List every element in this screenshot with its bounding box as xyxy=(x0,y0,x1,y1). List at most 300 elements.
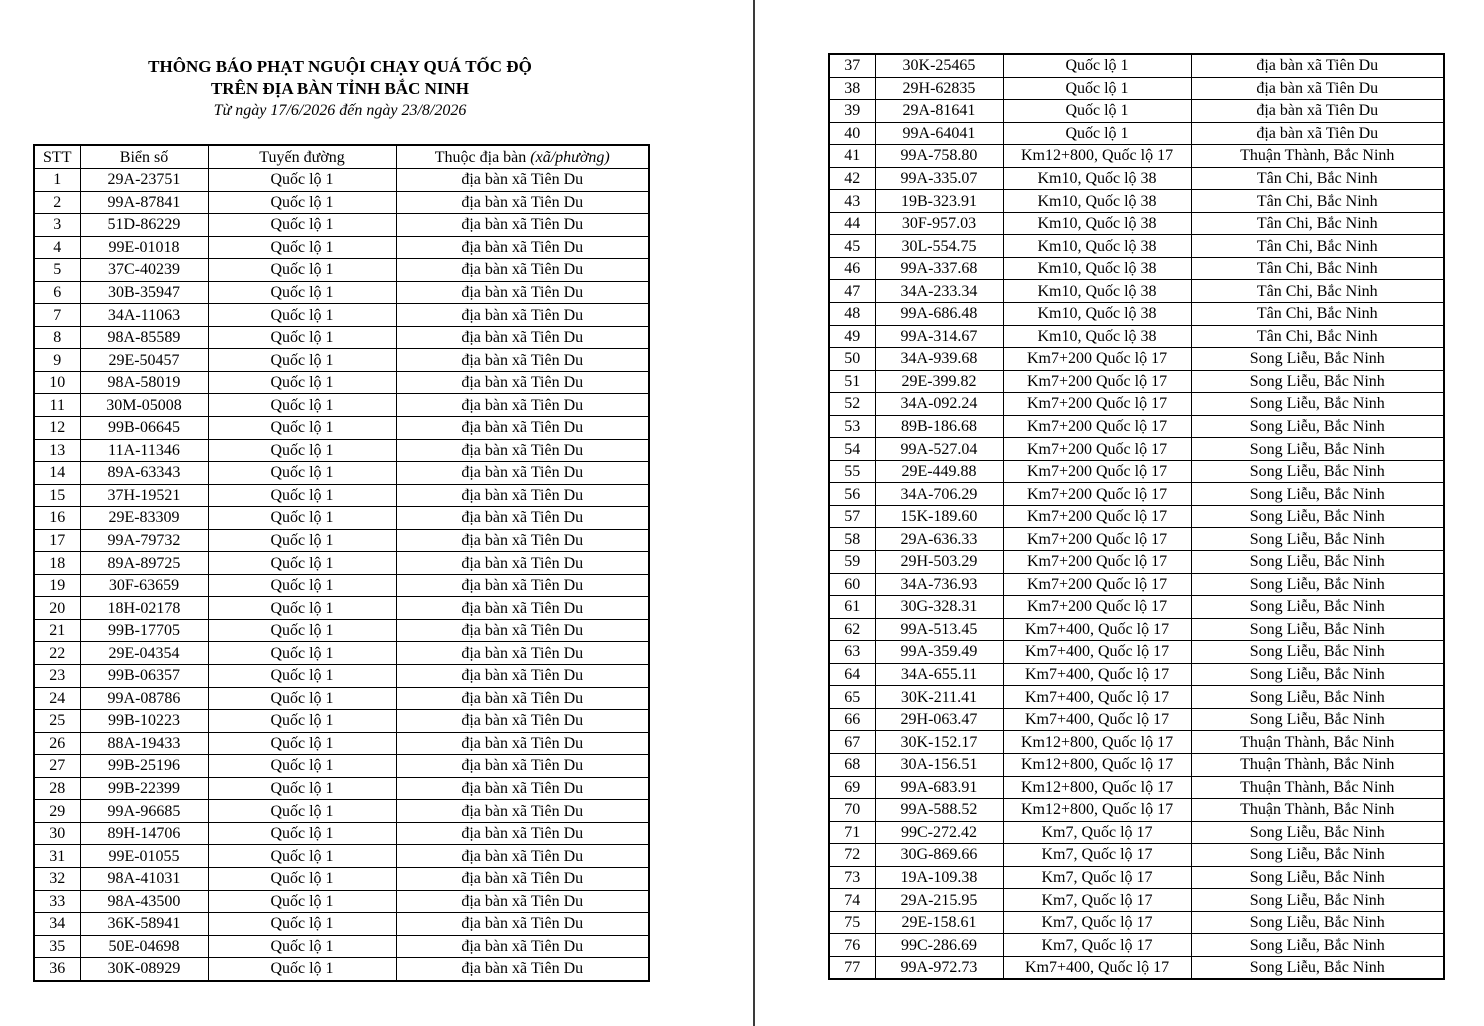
cell-plate: 29E-50457 xyxy=(80,349,208,372)
cell-plate: 98A-41031 xyxy=(80,867,208,890)
cell-road: Km7+200 Quốc lộ 17 xyxy=(1003,370,1191,393)
cell-stt: 15 xyxy=(34,484,80,507)
table-row xyxy=(829,799,1444,822)
cell-area: địa bàn xã Tiên Du xyxy=(396,890,649,913)
cell-area: Song Liễu, Bắc Ninh xyxy=(1191,596,1444,619)
table-row xyxy=(34,417,649,440)
table-row xyxy=(829,415,1444,438)
cell-area: Tân Chi, Bắc Ninh xyxy=(1191,167,1444,190)
cell-plate: 30L-554.75 xyxy=(875,235,1003,258)
cell-stt: 26 xyxy=(34,732,80,755)
cell-stt: 27 xyxy=(34,755,80,778)
cell-road: Quốc lộ 1 xyxy=(208,484,396,507)
cell-stt: 41 xyxy=(829,145,875,168)
cell-plate: 29E-158.61 xyxy=(875,911,1003,934)
cell-road: Quốc lộ 1 xyxy=(208,935,396,958)
cell-stt: 47 xyxy=(829,280,875,303)
table-row xyxy=(829,911,1444,934)
cell-stt: 8 xyxy=(34,326,80,349)
cell-stt: 22 xyxy=(34,642,80,665)
cell-plate: 19A-109.38 xyxy=(875,866,1003,889)
cell-stt: 50 xyxy=(829,348,875,371)
cell-road: Quốc lộ 1 xyxy=(208,417,396,440)
cell-plate: 89A-63343 xyxy=(80,462,208,485)
cell-road: Quốc lộ 1 xyxy=(208,507,396,530)
cell-road: Quốc lộ 1 xyxy=(1003,100,1191,123)
cell-road: Km12+800, Quốc lộ 17 xyxy=(1003,776,1191,799)
table-row xyxy=(829,348,1444,371)
table-row xyxy=(829,460,1444,483)
cell-stt: 59 xyxy=(829,551,875,574)
cell-stt: 5 xyxy=(34,259,80,282)
cell-area: Song Liễu, Bắc Ninh xyxy=(1191,348,1444,371)
table-row xyxy=(829,370,1444,393)
cell-plate: 29A-636.33 xyxy=(875,528,1003,551)
header-area xyxy=(396,145,649,169)
cell-stt: 29 xyxy=(34,800,80,823)
cell-area: địa bàn xã Tiên Du xyxy=(396,574,649,597)
cell-road: Km10, Quốc lộ 38 xyxy=(1003,280,1191,303)
cell-stt: 7 xyxy=(34,304,80,327)
cell-area: Song Liễu, Bắc Ninh xyxy=(1191,844,1444,867)
cell-area: Tân Chi, Bắc Ninh xyxy=(1191,280,1444,303)
table-row xyxy=(829,77,1444,100)
cell-area: Song Liễu, Bắc Ninh xyxy=(1191,934,1444,957)
cell-road: Km7, Quốc lộ 17 xyxy=(1003,844,1191,867)
cell-road: Quốc lộ 1 xyxy=(208,755,396,778)
cell-road: Quốc lộ 1 xyxy=(208,597,396,620)
cell-road: Km7, Quốc lộ 17 xyxy=(1003,934,1191,957)
cell-stt: 46 xyxy=(829,257,875,280)
cell-stt: 17 xyxy=(34,529,80,552)
cell-area: Song Liễu, Bắc Ninh xyxy=(1191,663,1444,686)
cell-area: địa bàn xã Tiên Du xyxy=(396,552,649,575)
table-row xyxy=(34,394,649,417)
table-row xyxy=(34,732,649,755)
violations-table-right xyxy=(828,53,1445,980)
cell-plate: 98A-43500 xyxy=(80,890,208,913)
cell-road: Km7+200 Quốc lộ 17 xyxy=(1003,573,1191,596)
document-header xyxy=(60,56,620,122)
table-row xyxy=(34,755,649,778)
table-row xyxy=(34,777,649,800)
cell-plate: 98A-58019 xyxy=(80,371,208,394)
cell-area: địa bàn xã Tiên Du xyxy=(1191,54,1444,77)
header-area-hint: (xã/phường) xyxy=(530,148,610,166)
cell-plate: 34A-736.93 xyxy=(875,573,1003,596)
cell-area: địa bàn xã Tiên Du xyxy=(396,529,649,552)
table-row xyxy=(829,551,1444,574)
violations-table-left xyxy=(33,144,650,982)
cell-area: địa bàn xã Tiên Du xyxy=(396,394,649,417)
cell-road: Quốc lộ 1 xyxy=(208,710,396,733)
cell-stt: 23 xyxy=(34,665,80,688)
cell-area: địa bàn xã Tiên Du xyxy=(396,777,649,800)
cell-plate: 88A-19433 xyxy=(80,732,208,755)
cell-area: địa bàn xã Tiên Du xyxy=(396,913,649,936)
cell-area: địa bàn xã Tiên Du xyxy=(396,371,649,394)
cell-plate: 89B-186.68 xyxy=(875,415,1003,438)
cell-area: địa bàn xã Tiên Du xyxy=(396,732,649,755)
table-row xyxy=(34,236,649,259)
cell-area: địa bàn xã Tiên Du xyxy=(396,687,649,710)
cell-area: Song Liễu, Bắc Ninh xyxy=(1191,956,1444,979)
cell-stt: 31 xyxy=(34,845,80,868)
cell-plate: 99B-06645 xyxy=(80,417,208,440)
cell-road: Quốc lộ 1 xyxy=(208,619,396,642)
cell-plate: 99A-359.49 xyxy=(875,641,1003,664)
cell-plate: 99B-25196 xyxy=(80,755,208,778)
cell-stt: 10 xyxy=(34,371,80,394)
table-row xyxy=(829,145,1444,168)
table-row xyxy=(34,822,649,845)
cell-road: Km12+800, Quốc lộ 17 xyxy=(1003,731,1191,754)
table-row xyxy=(34,574,649,597)
cell-plate: 30K-211.41 xyxy=(875,686,1003,709)
cell-area: địa bàn xã Tiên Du xyxy=(1191,122,1444,145)
cell-plate: 99B-22399 xyxy=(80,777,208,800)
table-row xyxy=(34,958,649,981)
cell-stt: 42 xyxy=(829,167,875,190)
cell-stt: 12 xyxy=(34,417,80,440)
table-row xyxy=(829,528,1444,551)
table-row xyxy=(34,259,649,282)
cell-plate: 99A-96685 xyxy=(80,800,208,823)
table-row xyxy=(829,663,1444,686)
cell-road: Km7+400, Quốc lộ 17 xyxy=(1003,618,1191,641)
table-row xyxy=(829,190,1444,213)
table-row xyxy=(829,866,1444,889)
cell-plate: 37H-19521 xyxy=(80,484,208,507)
table-row xyxy=(34,349,649,372)
cell-stt: 71 xyxy=(829,821,875,844)
cell-area: địa bàn xã Tiên Du xyxy=(396,484,649,507)
cell-stt: 25 xyxy=(34,710,80,733)
cell-road: Km7+200 Quốc lộ 17 xyxy=(1003,505,1191,528)
cell-plate: 29A-81641 xyxy=(875,100,1003,123)
cell-road: Quốc lộ 1 xyxy=(208,281,396,304)
cell-stt: 30 xyxy=(34,822,80,845)
cell-plate: 29E-83309 xyxy=(80,507,208,530)
cell-road: Km7+400, Quốc lộ 17 xyxy=(1003,956,1191,979)
table-row xyxy=(34,867,649,890)
cell-road: Km7+200 Quốc lộ 17 xyxy=(1003,528,1191,551)
cell-plate: 99A-64041 xyxy=(875,122,1003,145)
cell-area: Song Liễu, Bắc Ninh xyxy=(1191,708,1444,731)
cell-plate: 29A-215.95 xyxy=(875,889,1003,912)
cell-area: địa bàn xã Tiên Du xyxy=(396,665,649,688)
table-row xyxy=(829,708,1444,731)
cell-stt: 2 xyxy=(34,191,80,214)
cell-area: địa bàn xã Tiên Du xyxy=(396,507,649,530)
cell-plate: 29E-399.82 xyxy=(875,370,1003,393)
cell-stt: 24 xyxy=(34,687,80,710)
cell-road: Quốc lộ 1 xyxy=(208,214,396,237)
table-row xyxy=(829,303,1444,326)
cell-plate: 29H-62835 xyxy=(875,77,1003,100)
cell-road: Km12+800, Quốc lộ 17 xyxy=(1003,145,1191,168)
cell-area: địa bàn xã Tiên Du xyxy=(396,619,649,642)
cell-area: địa bàn xã Tiên Du xyxy=(396,349,649,372)
cell-plate: 99A-588.52 xyxy=(875,799,1003,822)
cell-area: Tân Chi, Bắc Ninh xyxy=(1191,235,1444,258)
cell-stt: 39 xyxy=(829,100,875,123)
cell-area: Thuận Thành, Bắc Ninh xyxy=(1191,753,1444,776)
cell-plate: 99A-513.45 xyxy=(875,618,1003,641)
cell-road: Quốc lộ 1 xyxy=(208,777,396,800)
cell-plate: 50E-04698 xyxy=(80,935,208,958)
table-row xyxy=(829,54,1444,77)
cell-road: Km10, Quốc lộ 38 xyxy=(1003,235,1191,258)
cell-road: Quốc lộ 1 xyxy=(208,326,396,349)
cell-stt: 33 xyxy=(34,890,80,913)
cell-plate: 99A-335.07 xyxy=(875,167,1003,190)
table-row xyxy=(829,753,1444,776)
cell-stt: 58 xyxy=(829,528,875,551)
header-plate: Biển số xyxy=(80,145,208,169)
cell-road: Quốc lộ 1 xyxy=(1003,77,1191,100)
cell-area: Song Liễu, Bắc Ninh xyxy=(1191,686,1444,709)
header-stt: STT xyxy=(34,145,80,169)
table-row xyxy=(829,438,1444,461)
table-row xyxy=(829,257,1444,280)
cell-plate: 30K-25465 xyxy=(875,54,1003,77)
cell-road: Quốc lộ 1 xyxy=(208,913,396,936)
table-row xyxy=(34,619,649,642)
cell-area: Song Liễu, Bắc Ninh xyxy=(1191,889,1444,912)
cell-stt: 48 xyxy=(829,303,875,326)
cell-area: địa bàn xã Tiên Du xyxy=(1191,77,1444,100)
table-row xyxy=(34,845,649,868)
cell-area: Tân Chi, Bắc Ninh xyxy=(1191,212,1444,235)
cell-plate: 99A-08786 xyxy=(80,687,208,710)
cell-stt: 61 xyxy=(829,596,875,619)
cell-road: Quốc lộ 1 xyxy=(208,890,396,913)
cell-plate: 15K-189.60 xyxy=(875,505,1003,528)
cell-plate: 99C-286.69 xyxy=(875,934,1003,957)
cell-plate: 99B-10223 xyxy=(80,710,208,733)
cell-stt: 18 xyxy=(34,552,80,575)
table-row xyxy=(829,731,1444,754)
table-row xyxy=(829,573,1444,596)
cell-area: Song Liễu, Bắc Ninh xyxy=(1191,438,1444,461)
cell-road: Km10, Quốc lộ 38 xyxy=(1003,325,1191,348)
cell-plate: 99E-01018 xyxy=(80,236,208,259)
cell-road: Quốc lộ 1 xyxy=(208,169,396,192)
cell-area: Song Liễu, Bắc Ninh xyxy=(1191,415,1444,438)
table-row xyxy=(34,687,649,710)
table-header-row xyxy=(34,145,649,169)
cell-stt: 16 xyxy=(34,507,80,530)
cell-road: Quốc lộ 1 xyxy=(1003,122,1191,145)
cell-stt: 56 xyxy=(829,483,875,506)
cell-area: địa bàn xã Tiên Du xyxy=(396,800,649,823)
cell-road: Km10, Quốc lộ 38 xyxy=(1003,167,1191,190)
cell-stt: 75 xyxy=(829,911,875,934)
table-row xyxy=(829,505,1444,528)
table-row xyxy=(34,281,649,304)
cell-stt: 57 xyxy=(829,505,875,528)
cell-area: Tân Chi, Bắc Ninh xyxy=(1191,190,1444,213)
cell-plate: 34A-706.29 xyxy=(875,483,1003,506)
cell-plate: 19B-323.91 xyxy=(875,190,1003,213)
cell-road: Km7+200 Quốc lộ 17 xyxy=(1003,551,1191,574)
cell-plate: 51D-86229 xyxy=(80,214,208,237)
cell-area: Thuận Thành, Bắc Ninh xyxy=(1191,145,1444,168)
table-row xyxy=(34,507,649,530)
cell-road: Km7+200 Quốc lộ 17 xyxy=(1003,393,1191,416)
cell-road: Km7+400, Quốc lộ 17 xyxy=(1003,663,1191,686)
cell-stt: 53 xyxy=(829,415,875,438)
cell-road: Km7+200 Quốc lộ 17 xyxy=(1003,415,1191,438)
cell-stt: 37 xyxy=(829,54,875,77)
cell-road: Km10, Quốc lộ 38 xyxy=(1003,190,1191,213)
cell-road: Quốc lộ 1 xyxy=(208,867,396,890)
cell-area: địa bàn xã Tiên Du xyxy=(1191,100,1444,123)
cell-area: Song Liễu, Bắc Ninh xyxy=(1191,641,1444,664)
table-row xyxy=(829,100,1444,123)
cell-plate: 99B-17705 xyxy=(80,619,208,642)
cell-plate: 34A-11063 xyxy=(80,304,208,327)
table-row xyxy=(829,212,1444,235)
cell-area: địa bàn xã Tiên Du xyxy=(396,867,649,890)
cell-road: Quốc lộ 1 xyxy=(208,845,396,868)
cell-area: địa bàn xã Tiên Du xyxy=(396,597,649,620)
cell-road: Quốc lộ 1 xyxy=(208,236,396,259)
cell-stt: 68 xyxy=(829,753,875,776)
cell-stt: 77 xyxy=(829,956,875,979)
table-row xyxy=(34,371,649,394)
cell-plate: 30F-63659 xyxy=(80,574,208,597)
cell-road: Quốc lộ 1 xyxy=(208,958,396,981)
cell-stt: 34 xyxy=(34,913,80,936)
page-divider xyxy=(753,0,755,1026)
cell-plate: 29E-449.88 xyxy=(875,460,1003,483)
cell-plate: 29E-04354 xyxy=(80,642,208,665)
table-row xyxy=(34,913,649,936)
table-row xyxy=(34,439,649,462)
cell-plate: 99A-758.80 xyxy=(875,145,1003,168)
cell-road: Quốc lộ 1 xyxy=(208,687,396,710)
cell-road: Km12+800, Quốc lộ 17 xyxy=(1003,753,1191,776)
cell-road: Km7+200 Quốc lộ 17 xyxy=(1003,483,1191,506)
table-row xyxy=(34,169,649,192)
cell-road: Km12+800, Quốc lộ 17 xyxy=(1003,799,1191,822)
cell-plate: 36K-58941 xyxy=(80,913,208,936)
cell-stt: 4 xyxy=(34,236,80,259)
cell-road: Quốc lộ 1 xyxy=(208,529,396,552)
cell-plate: 30A-156.51 xyxy=(875,753,1003,776)
cell-stt: 52 xyxy=(829,393,875,416)
cell-area: địa bàn xã Tiên Du xyxy=(396,259,649,282)
cell-stt: 1 xyxy=(34,169,80,192)
cell-road: Km7, Quốc lộ 17 xyxy=(1003,889,1191,912)
cell-stt: 66 xyxy=(829,708,875,731)
cell-road: Quốc lộ 1 xyxy=(208,259,396,282)
cell-stt: 65 xyxy=(829,686,875,709)
table-row xyxy=(34,800,649,823)
table-row xyxy=(829,393,1444,416)
cell-area: Song Liễu, Bắc Ninh xyxy=(1191,370,1444,393)
cell-plate: 30F-957.03 xyxy=(875,212,1003,235)
cell-road: Km7+400, Quốc lộ 17 xyxy=(1003,708,1191,731)
table-row xyxy=(829,821,1444,844)
cell-area: Thuận Thành, Bắc Ninh xyxy=(1191,731,1444,754)
cell-road: Quốc lộ 1 xyxy=(1003,54,1191,77)
cell-road: Quốc lộ 1 xyxy=(208,439,396,462)
cell-road: Quốc lộ 1 xyxy=(208,574,396,597)
cell-plate: 99A-79732 xyxy=(80,529,208,552)
cell-road: Quốc lộ 1 xyxy=(208,462,396,485)
cell-plate: 89H-14706 xyxy=(80,822,208,845)
cell-area: địa bàn xã Tiên Du xyxy=(396,462,649,485)
cell-plate: 30K-08929 xyxy=(80,958,208,981)
cell-plate: 99A-314.67 xyxy=(875,325,1003,348)
cell-plate: 89A-89725 xyxy=(80,552,208,575)
cell-stt: 55 xyxy=(829,460,875,483)
cell-plate: 30G-328.31 xyxy=(875,596,1003,619)
cell-stt: 54 xyxy=(829,438,875,461)
cell-area: Song Liễu, Bắc Ninh xyxy=(1191,528,1444,551)
cell-plate: 99C-272.42 xyxy=(875,821,1003,844)
cell-road: Quốc lộ 1 xyxy=(208,800,396,823)
table-row xyxy=(829,686,1444,709)
cell-plate: 99A-972.73 xyxy=(875,956,1003,979)
table-row xyxy=(829,596,1444,619)
table-row xyxy=(34,214,649,237)
cell-plate: 99A-87841 xyxy=(80,191,208,214)
cell-road: Quốc lộ 1 xyxy=(208,349,396,372)
table-row xyxy=(34,326,649,349)
cell-stt: 9 xyxy=(34,349,80,372)
cell-plate: 98A-85589 xyxy=(80,326,208,349)
cell-stt: 13 xyxy=(34,439,80,462)
cell-stt: 74 xyxy=(829,889,875,912)
cell-stt: 63 xyxy=(829,641,875,664)
cell-area: Thuận Thành, Bắc Ninh xyxy=(1191,776,1444,799)
cell-stt: 40 xyxy=(829,122,875,145)
document-title: THÔNG BÁO PHẠT NGUỘI CHẠY QUÁ TỐC ĐỘ xyxy=(148,57,532,76)
cell-stt: 73 xyxy=(829,866,875,889)
cell-road: Km7+200 Quốc lộ 17 xyxy=(1003,348,1191,371)
cell-road: Km10, Quốc lộ 38 xyxy=(1003,212,1191,235)
table-body-right xyxy=(829,54,1444,979)
cell-stt: 14 xyxy=(34,462,80,485)
cell-area: địa bàn xã Tiên Du xyxy=(396,958,649,981)
table-row xyxy=(34,552,649,575)
cell-road: Quốc lộ 1 xyxy=(208,732,396,755)
table-row xyxy=(34,191,649,214)
cell-plate: 30K-152.17 xyxy=(875,731,1003,754)
cell-stt: 38 xyxy=(829,77,875,100)
cell-road: Km7, Quốc lộ 17 xyxy=(1003,911,1191,934)
table-row xyxy=(34,304,649,327)
cell-area: Song Liễu, Bắc Ninh xyxy=(1191,460,1444,483)
cell-area: Song Liễu, Bắc Ninh xyxy=(1191,573,1444,596)
cell-road: Quốc lộ 1 xyxy=(208,665,396,688)
cell-plate: 37C-40239 xyxy=(80,259,208,282)
cell-stt: 62 xyxy=(829,618,875,641)
cell-stt: 70 xyxy=(829,799,875,822)
table-row xyxy=(34,665,649,688)
cell-road: Km7+200 Quốc lộ 17 xyxy=(1003,460,1191,483)
cell-plate: 99A-683.91 xyxy=(875,776,1003,799)
cell-area: địa bàn xã Tiên Du xyxy=(396,236,649,259)
cell-road: Km10, Quốc lộ 38 xyxy=(1003,303,1191,326)
cell-plate: 30B-35947 xyxy=(80,281,208,304)
cell-stt: 11 xyxy=(34,394,80,417)
cell-plate: 29H-063.47 xyxy=(875,708,1003,731)
